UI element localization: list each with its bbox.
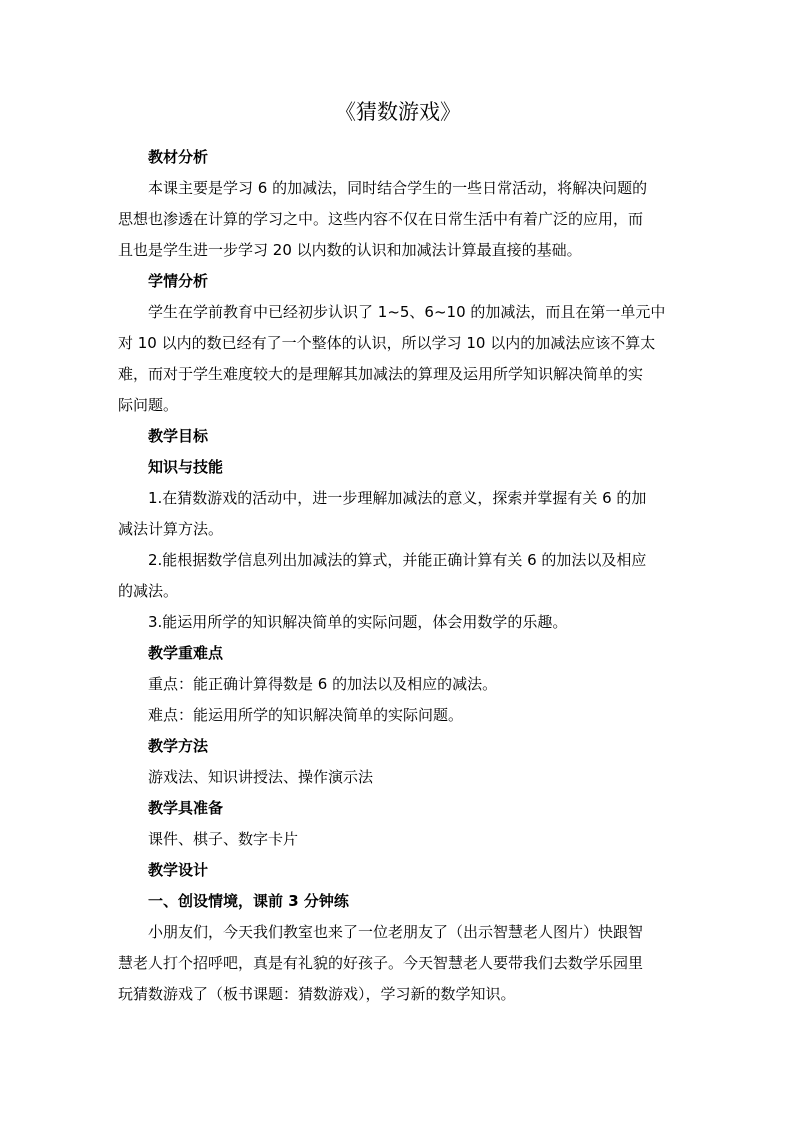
- paragraph-line: 际问题。: [118, 396, 179, 414]
- teaching-aids-text: 课件、棋子、数字卡片: [148, 830, 299, 848]
- key-point: 重点：能正确计算得数是 6 的加法以及相应的减法。: [148, 675, 498, 693]
- goal-item-1-cont: 减法计算方法。: [118, 520, 224, 538]
- document-title: 《猜数游戏》: [335, 100, 461, 124]
- section-heading-key-difficult: 教学重难点: [148, 644, 224, 662]
- goal-item-2: 2.能根据数学信息列出加减法的算式，并能正确计算有关 6 的加法以及相应: [148, 551, 647, 569]
- step-heading-1: 一、创设情境，课前 3 分钟练: [148, 892, 349, 910]
- section-heading-teaching-design: 教学设计: [148, 861, 209, 879]
- goal-item-2-cont: 的减法。: [118, 582, 179, 600]
- goal-item-1: 1.在猜数游戏的活动中，进一步理解加减法的意义，探索并掌握有关 6 的加: [148, 489, 647, 507]
- subheading-knowledge-skills: 知识与技能: [148, 458, 224, 476]
- paragraph-line: 玩猜数游戏了（板书课题：猜数游戏），学习新的数学知识。: [118, 985, 516, 1003]
- section-heading-textbook-analysis: 教材分析: [148, 148, 209, 166]
- paragraph-line: 学生在学前教育中已经初步认识了 1~5、6~10 的加减法，而且在第一单元中: [148, 303, 666, 321]
- paragraph-line: 难，而对于学生难度较大的是理解其加减法的算理及运用所学知识解决简单的实: [118, 365, 644, 383]
- section-heading-teaching-methods: 教学方法: [148, 737, 209, 755]
- paragraph-line: 本课主要是学习 6 的加减法，同时结合学生的一些日常活动，将解决问题的: [148, 179, 648, 197]
- paragraph-line: 小朋友们，今天我们教室也来了一位老朋友了（出示智慧老人图片）快跟智: [148, 923, 644, 941]
- paragraph-line: 对 10 以内的数已经有了一个整体的认识，所以学习 10 以内的加减法应该不算太: [118, 334, 656, 352]
- section-heading-teaching-goals: 教学目标: [148, 427, 209, 445]
- difficult-point: 难点：能运用所学的知识解决简单的实际问题。: [148, 706, 464, 724]
- section-heading-teaching-aids: 教学具准备: [148, 799, 224, 817]
- goal-item-3: 3.能运用所学的知识解决简单的实际问题，体会用数学的乐趣。: [148, 613, 568, 631]
- paragraph-line: 且也是学生进一步学习 20 以内数的认识和加减法计算最直接的基础。: [118, 241, 582, 259]
- paragraph-line: 慧老人打个招呼吧，真是有礼貌的好孩子。今天智慧老人要带我们去数学乐园里: [118, 954, 644, 972]
- paragraph-line: 思想也渗透在计算的学习之中。这些内容不仅在日常生活中有着广泛的应用，而: [118, 210, 644, 228]
- section-heading-student-analysis: 学情分析: [148, 272, 209, 290]
- teaching-methods-text: 游戏法、知识讲授法、操作演示法: [148, 768, 374, 786]
- document-page: [118, 92, 678, 1010]
